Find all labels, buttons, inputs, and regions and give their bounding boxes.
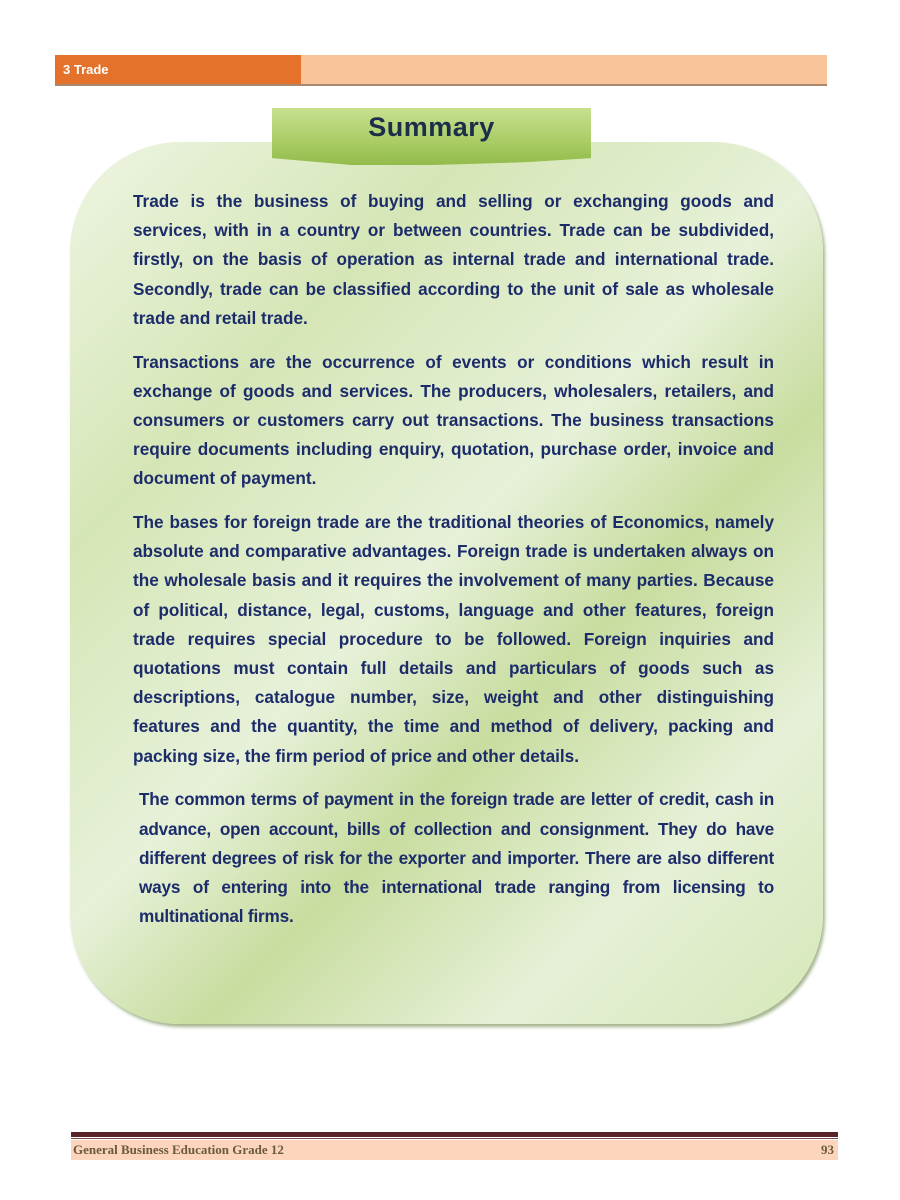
footer-divider-thin bbox=[71, 1138, 838, 1139]
book-title: General Business Education Grade 12 bbox=[73, 1142, 284, 1157]
chapter-header-bar bbox=[55, 55, 827, 86]
summary-title: Summary bbox=[368, 112, 495, 142]
summary-paragraph: Transactions are the occurrence of events or conditions which result in exchange of goods and services. The producers, wholesalers, retailers, and consumers or customers carry out transactions. The business transactions require documents including enquiry, quotation, purchase order, invoice and document of payment. bbox=[133, 351, 774, 489]
page-number: 93 bbox=[821, 1142, 834, 1157]
footer-divider bbox=[71, 1132, 838, 1137]
chapter-label: 3 Trade bbox=[55, 55, 301, 84]
summary-paragraph: The common terms of payment in the foreign trade are letter of credit, cash in advance, open account, bills of collection and consignment. They do have different degrees of risk for the exporter and importer. There are also different ways of entering into the international trade ranging from licensing to multinational firms. bbox=[139, 789, 774, 927]
summary-paragraph: Trade is the business of buying and selling or exchanging goods and services, with in a country or between countries. Trade can be subdivided, firstly, on the basis of operation as internal trade and international trade. Secondly, trade can be classified according to the unit of sale as wholesale trade and retail trade. bbox=[133, 191, 774, 328]
page-footer bbox=[71, 1140, 838, 1160]
summary-paragraph: The bases for foreign trade are the traditional theories of Economics, namely absolute and comparative advantages. Foreign trade is undertaken always on the wholesale basis and it requires the involvement of many parties. Because of political, distance, legal, customs, language and other features, foreign trade requires special procedure to be followed. Foreign inquiries and quotations must contain full details and particulars of goods such as descriptions, catalogue number, size, weight and other distinguishing features and the quantity, the time and method of delivery, packing and packing size, the firm period of price and other details. bbox=[133, 512, 774, 766]
summary-content bbox=[133, 187, 774, 946]
